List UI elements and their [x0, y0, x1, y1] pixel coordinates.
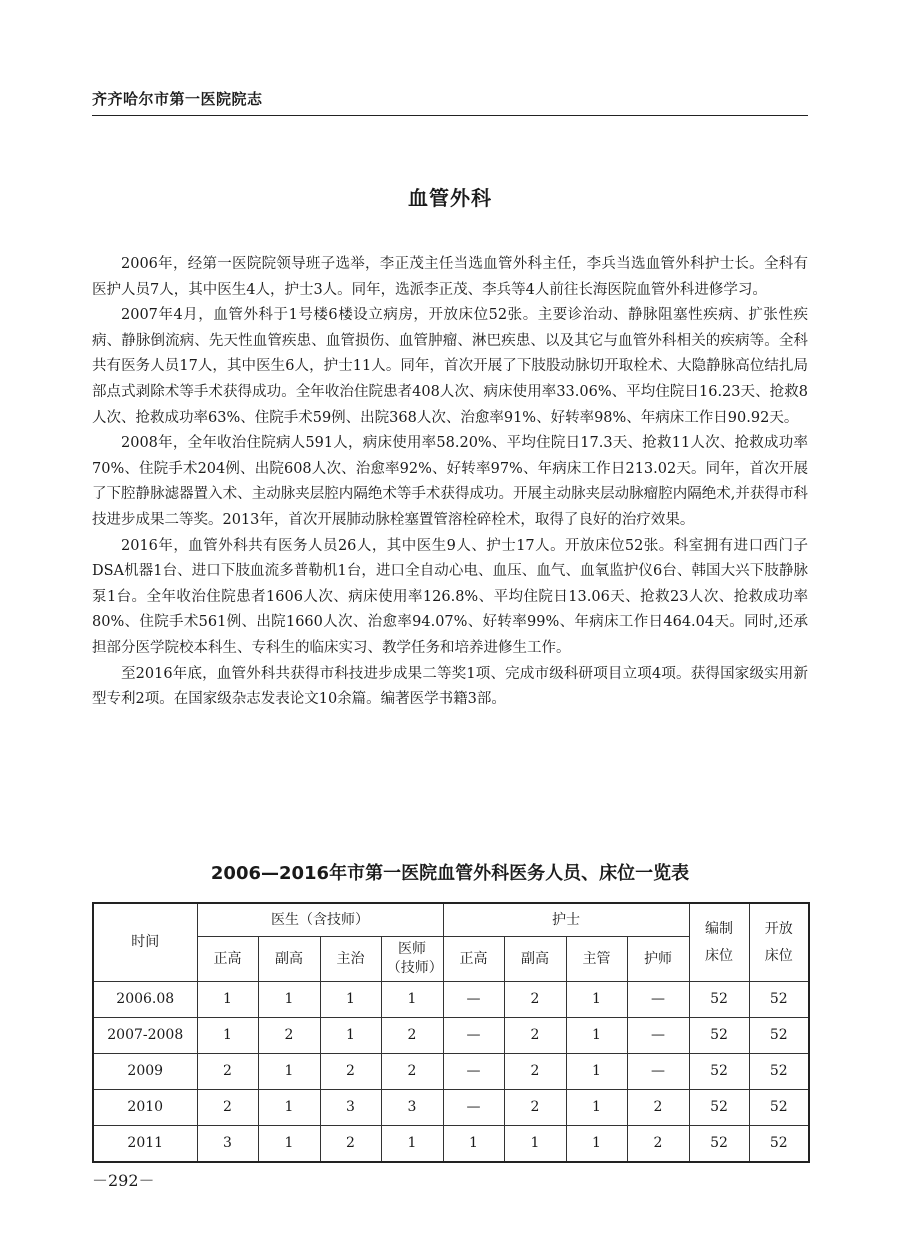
time-header: 时间 — [93, 903, 197, 982]
table-cell: 1 — [197, 982, 258, 1018]
paragraph: 2008年，全年收治住院病人591人，病床使用率58.20%、平均住院日17.3天、抢救11人次、抢救成功率70%、住院手术204例、出院608人次、治愈率92%、好转率97%、年病床工作日213.02天。同年，首次开展了下腔静脉滤器置入术、主动脉夹层腔内隔绝术等手术获得成功。开展主动脉夹层动脉瘤腔内隔绝术,并获得市科技进步成果二等奖。2013年，首次开展肺动脉栓塞置管溶栓碎栓术，取得了良好的治疗效果。 — [92, 435, 808, 528]
table-cell: 3 — [197, 1126, 258, 1163]
time-cell: 2007-2008 — [93, 1018, 197, 1054]
table-cell: 52 — [749, 1090, 809, 1126]
table-cell: 1 — [258, 982, 320, 1018]
table-cell: 52 — [689, 1054, 749, 1090]
table-cell: 2 — [627, 1126, 689, 1163]
table-cell: 2 — [320, 1126, 381, 1163]
table-cell: 1 — [320, 982, 381, 1018]
staff-bed-table — [92, 902, 810, 1163]
body-text — [92, 252, 808, 713]
time-cell: 2009 — [93, 1054, 197, 1090]
paragraph: 2016年，血管外科共有医务人员26人，其中医生9人、护士17人。开放床位52张。科室拥有进口西门子DSA机器1台、进口下肢血流多普勒机1台，进口全自动心电、血压、血气、血氧监护仪6台、韩国大兴下肢静脉泵1台。全年收治住院患者1606人次、病床使用率126.8%、平均住院日13.06天、抢救23人次、抢救成功率80%、住院手术561例、出院1660人次、治愈率94.07%、好转率99%、年病床工作日464.04天。同时,还承担部分医学院校本科生、专科生的临床实习、教学任务和培养进修生工作。 — [92, 537, 808, 656]
table-cell: 1 — [258, 1126, 320, 1163]
paragraph: 至2016年底，血管外科共获得市科技进步成果二等奖1项、完成市级科研项目立项4项。获得国家级实用新型专利2项。在国家级杂志发表论文10余篇。编著医学书籍3部。 — [92, 665, 808, 708]
table-cell: 52 — [749, 982, 809, 1018]
quota-beds-header: 编制床位 — [689, 903, 749, 982]
table-cell: 1 — [504, 1126, 566, 1163]
nurse-group-header: 护士 — [443, 903, 689, 937]
table-cell: 1 — [566, 982, 627, 1018]
paragraph: 2006年，经第一医院院领导班子选举，李正茂主任当选血管外科主任，李兵当选血管外科护士长。全科有医护人员7人，其中医生4人，护士3人。同年，选派李正茂、李兵等4人前往长海医院血管外科进修学习。 — [92, 256, 808, 298]
time-cell: 2006.08 — [93, 982, 197, 1018]
table-cell: 1 — [566, 1018, 627, 1054]
table-cell: 52 — [689, 1126, 749, 1163]
table-cell: 52 — [689, 982, 749, 1018]
table-cell: 2 — [504, 1054, 566, 1090]
section-title: 血管外科 — [408, 186, 492, 210]
running-header — [92, 85, 808, 116]
table-cell: 52 — [749, 1054, 809, 1090]
table-cell: 2 — [320, 1054, 381, 1090]
table-title: 2006—2016年市第一医院血管外科医务人员、床位一览表 — [210, 863, 690, 884]
doctor-col-header: 正高 — [197, 937, 258, 982]
table-cell: 1 — [381, 1126, 443, 1163]
page-number: －292－ — [92, 1171, 155, 1190]
table-cell: 52 — [689, 1018, 749, 1054]
table-cell: 2 — [504, 1090, 566, 1126]
table-cell: 1 — [381, 982, 443, 1018]
table-cell: 1 — [320, 1018, 381, 1054]
doctor-group-header: 医生（含技师） — [197, 903, 443, 937]
nurse-col-header: 护师 — [627, 937, 689, 982]
table-cell: 2 — [381, 1018, 443, 1054]
table-cell: 1 — [258, 1090, 320, 1126]
table-cell: 2 — [381, 1054, 443, 1090]
table-cell: 3 — [320, 1090, 381, 1126]
table-cell: 2 — [504, 1018, 566, 1054]
table-cell: 2 — [627, 1090, 689, 1126]
table-cell: 2 — [504, 982, 566, 1018]
table-row — [93, 1018, 809, 1054]
nurse-col-header: 主管 — [566, 937, 627, 982]
table-cell: — — [627, 1054, 689, 1090]
table-row — [93, 982, 809, 1018]
table-cell: 3 — [381, 1090, 443, 1126]
nurse-col-header: 正高 — [443, 937, 504, 982]
open-beds-header: 开放床位 — [749, 903, 809, 982]
table-row — [93, 1090, 809, 1126]
paragraph: 2007年4月，血管外科于1号楼6楼设立病房，开放床位52张。主要诊治动、静脉阻塞性疾病、扩张性疾病、静脉倒流病、先天性血管疾患、血管损伤、血管肿瘤、淋巴疾患、以及其它与血管外科相关的疾病等。全科共有医务人员17人，其中医生6人，护士11人。同年，首次开展了下肢股动脉切开取栓术、大隐静脉高位结扎局部点式剥除术等手术获得成功。全年收治住院患者408人次、病床使用率33.06%、平均住院日16.23天、抢救8人次、抢救成功率63%、住院手术59例、出院368人次、治愈率91%、好转率98%、年病床工作日90.92天。 — [92, 307, 808, 426]
table-cell: — — [443, 1090, 504, 1126]
table-cell: 52 — [749, 1018, 809, 1054]
table-cell: 52 — [749, 1126, 809, 1163]
table-cell: — — [627, 1018, 689, 1054]
book-title: 齐齐哈尔市第一医院院志 — [92, 90, 263, 108]
table-row — [93, 1054, 809, 1090]
table-cell: 52 — [689, 1090, 749, 1126]
table-cell: — — [443, 982, 504, 1018]
table-cell: — — [627, 982, 689, 1018]
table-cell: 1 — [566, 1126, 627, 1163]
table-cell: 2 — [197, 1054, 258, 1090]
table-row — [93, 1126, 809, 1163]
doctor-col-header: 副高 — [258, 937, 320, 982]
doctor-col-header: 主治 — [320, 937, 381, 982]
table-cell: 1 — [197, 1018, 258, 1054]
table-cell: 2 — [197, 1090, 258, 1126]
table-cell: 2 — [258, 1018, 320, 1054]
nurse-col-header: 副高 — [504, 937, 566, 982]
table-cell: 1 — [566, 1090, 627, 1126]
table-cell: — — [443, 1018, 504, 1054]
time-cell: 2011 — [93, 1126, 197, 1163]
table-cell: 1 — [566, 1054, 627, 1090]
doctor-col-header: 医师（技师） — [381, 937, 443, 982]
table-cell: 1 — [443, 1126, 504, 1163]
time-cell: 2010 — [93, 1090, 197, 1126]
table-cell: — — [443, 1054, 504, 1090]
table-cell: 1 — [258, 1054, 320, 1090]
